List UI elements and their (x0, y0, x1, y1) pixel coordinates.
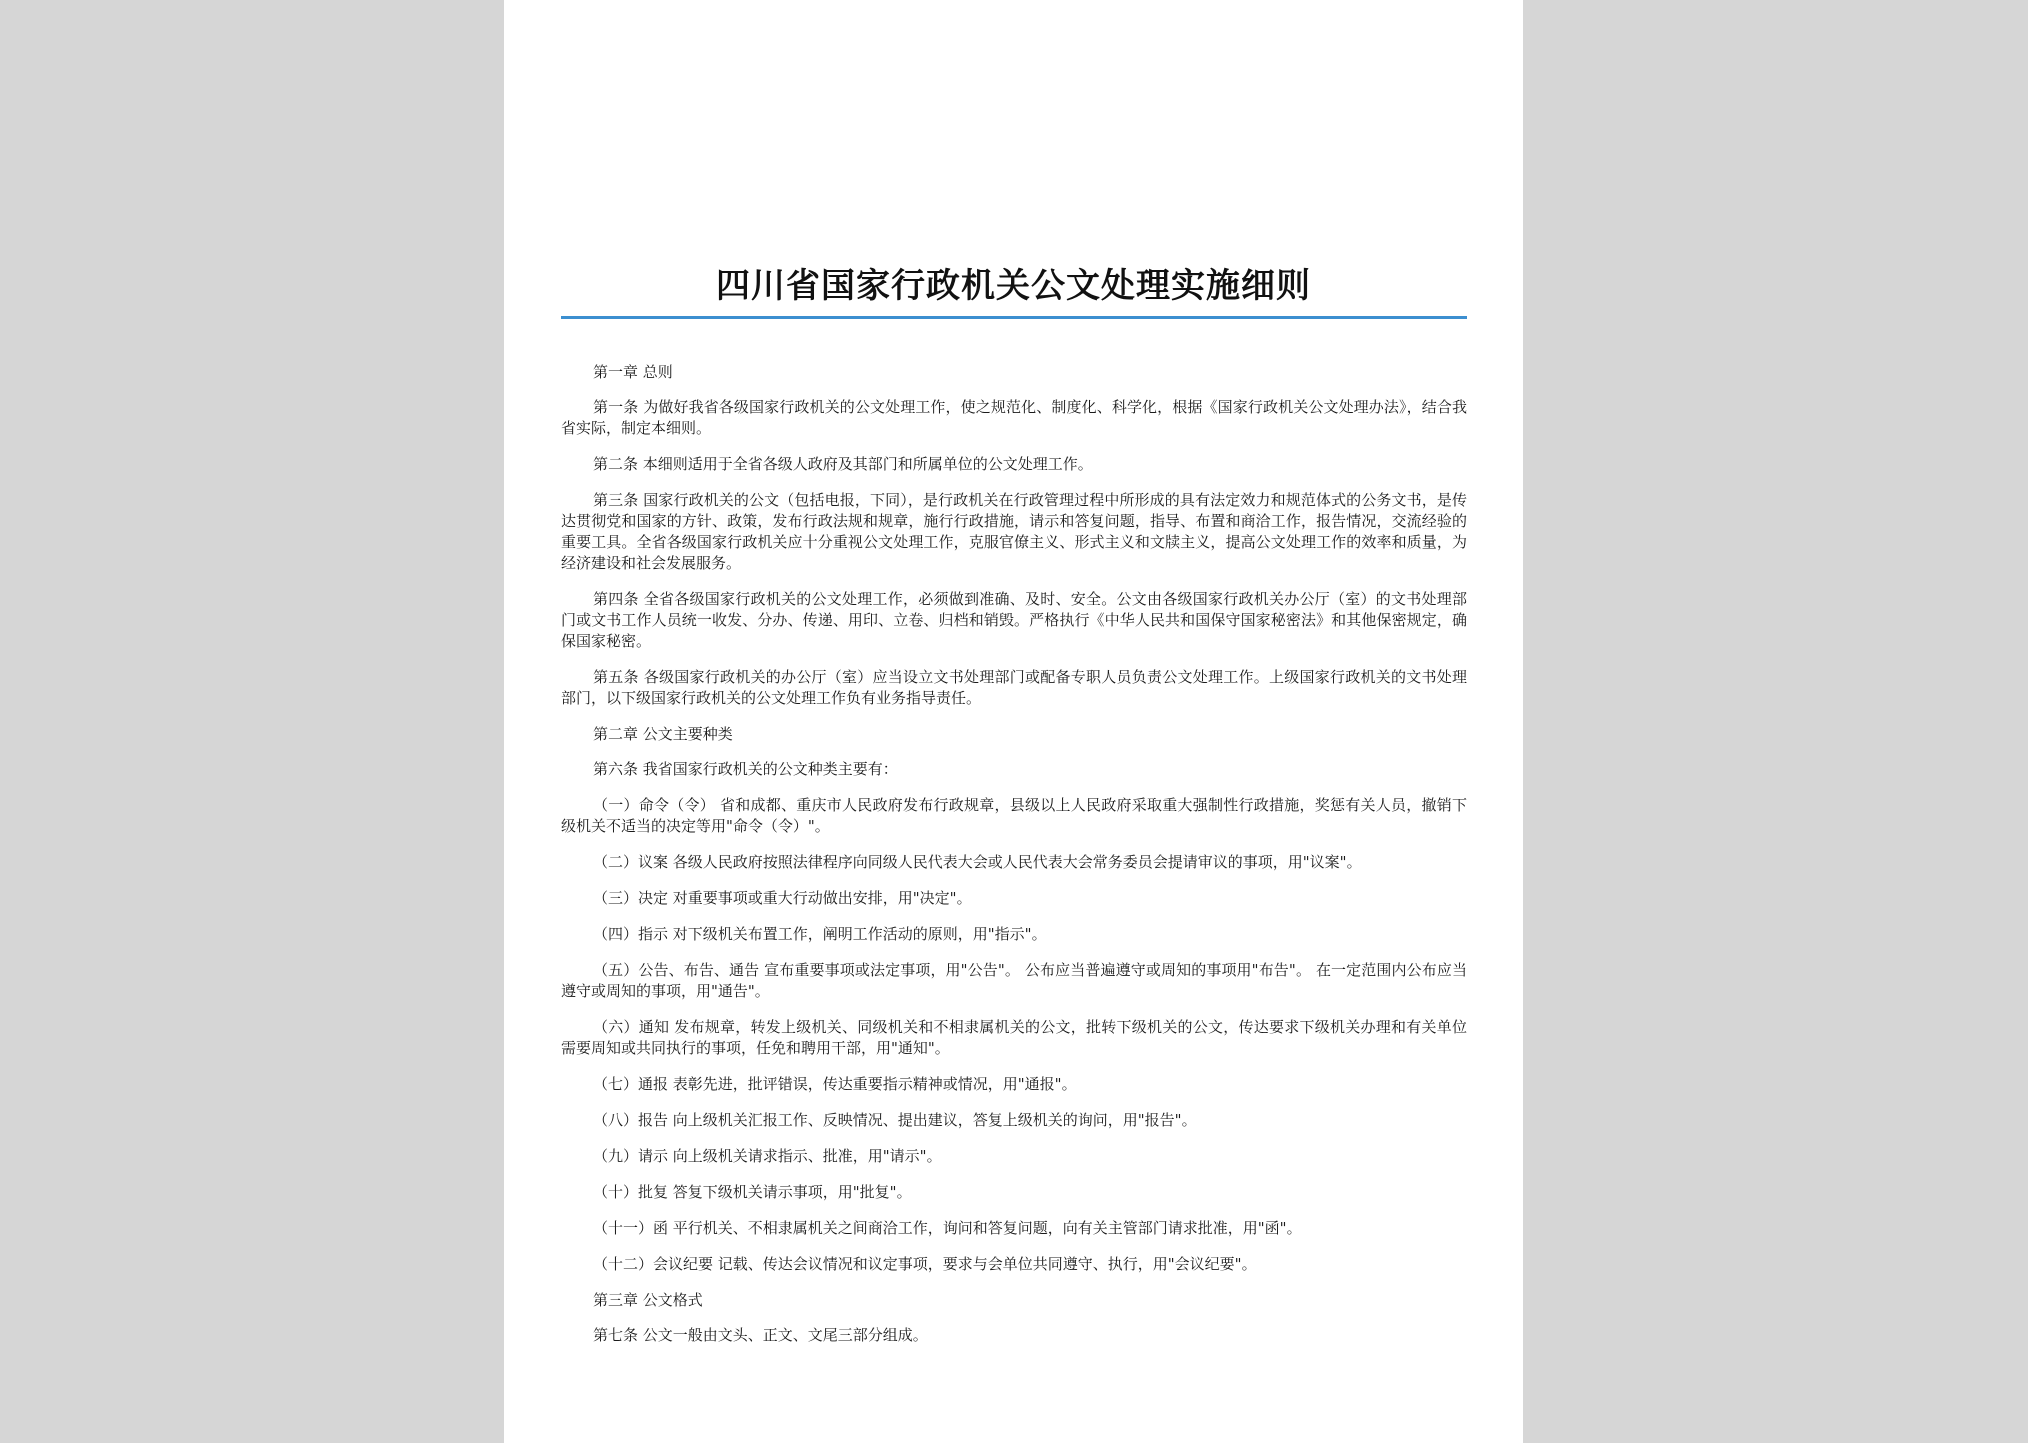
title-divider (561, 316, 1467, 319)
article-1: 第一条 为做好我省各级国家行政机关的公文处理工作，使之规范化、制度化、科学化，根据《国家行政机关公文处理办法》，结合我省实际，制定本细则。 (561, 398, 1467, 437)
doc-type-8: （八）报告 向上级机关汇报工作、反映情况、提出建议，答复上级机关的询问，用"报告"。 (593, 1111, 1197, 1129)
article-6: 第六条 我省国家行政机关的公文种类主要有： (593, 760, 898, 778)
article-5: 第五条 各级国家行政机关的办公厅（室）应当设立文书处理部门或配备专职人员负责公文处理工作。上级国家行政机关的文书处理部门，以下级国家行政机关的公文处理工作负有业务指导责任。 (561, 668, 1467, 707)
doc-type-10: （十）批复 答复下级机关请示事项，用"批复"。 (593, 1183, 912, 1201)
doc-type-1: （一）命令（令） 省和成都、重庆市人民政府发布行政规章，县级以上人民政府采取重大强制性行政措施，奖惩有关人员，撤销下级机关不适当的决定等用"命令（令）"。 (561, 796, 1467, 835)
chapter-2-heading: 第二章 公文主要种类 (593, 725, 733, 743)
document-title: 四川省国家行政机关公文处理实施细则 (716, 266, 1311, 306)
document-body (561, 362, 1467, 1361)
doc-type-12: （十二）会议纪要 记载、传达会议情况和议定事项，要求与会单位共同遵守、执行，用"会议纪要"。 (593, 1255, 1257, 1273)
chapter-1-heading: 第一章 总则 (593, 363, 673, 381)
doc-type-11: （十一）函 平行机关、不相隶属机关之间商洽工作，询问和答复问题，向有关主管部门请求批准，用"函"。 (593, 1219, 1302, 1237)
article-2: 第二条 本细则适用于全省各级人政府及其部门和所属单位的公文处理工作。 (593, 455, 1093, 473)
doc-type-7: （七）通报 表彰先进，批评错误，传达重要指示精神或情况，用"通报"。 (593, 1075, 1077, 1093)
doc-type-6: （六）通知 发布规章，转发上级机关、同级机关和不相隶属机关的公文，批转下级机关的公文，传达要求下级机关办理和有关单位需要周知或共同执行的事项，任免和聘用干部，用"通知"。 (561, 1018, 1467, 1057)
doc-type-5: （五）公告、布告、通告 宣布重要事项或法定事项，用"公告"。 公布应当普遍遵守或周知的事项用"布告"。 在一定范围内公布应当遵守或周知的事项，用"通告"。 (561, 961, 1467, 1000)
doc-type-9: （九）请示 向上级机关请求指示、批准，用"请示"。 (593, 1147, 942, 1165)
article-4: 第四条 全省各级国家行政机关的公文处理工作，必须做到准确、及时、安全。公文由各级国家行政机关办公厅（室）的文书处理部门或文书工作人员统一收发、分办、传递、用印、立卷、归档和销毁。严格执行《中华人民共和国保守国家秘密法》和其他保密规定，确保国家秘密。 (561, 590, 1467, 650)
chapter-3-heading: 第三章 公文格式 (593, 1291, 703, 1309)
doc-type-3: （三）决定 对重要事项或重大行动做出安排，用"决定"。 (593, 889, 972, 907)
article-7: 第七条 公文一般由文头、正文、文尾三部分组成。 (593, 1326, 928, 1344)
doc-type-4: （四）指示 对下级机关布置工作，阐明工作活动的原则，用"指示"。 (593, 925, 1047, 943)
doc-type-2: （二）议案 各级人民政府按照法律程序向同级人民代表大会或人民代表大会常务委员会提请审议的事项，用"议案"。 (593, 853, 1362, 871)
article-3: 第三条 国家行政机关的公文（包括电报，下同），是行政机关在行政管理过程中所形成的具有法定效力和规范体式的公务文书，是传达贯彻党和国家的方针、政策，发布行政法规和规章，施行行政措施，请示和答复问题，指导、布置和商洽工作，报告情况，交流经验的重要工具。全省各级国家行政机关应十分重视公文处理工作，克服官僚主义、形式主义和文牍主义，提高公文处理工作的效率和质量，为经济建设和社会发展服务。 (561, 491, 1467, 572)
document-page (504, 0, 1523, 1443)
